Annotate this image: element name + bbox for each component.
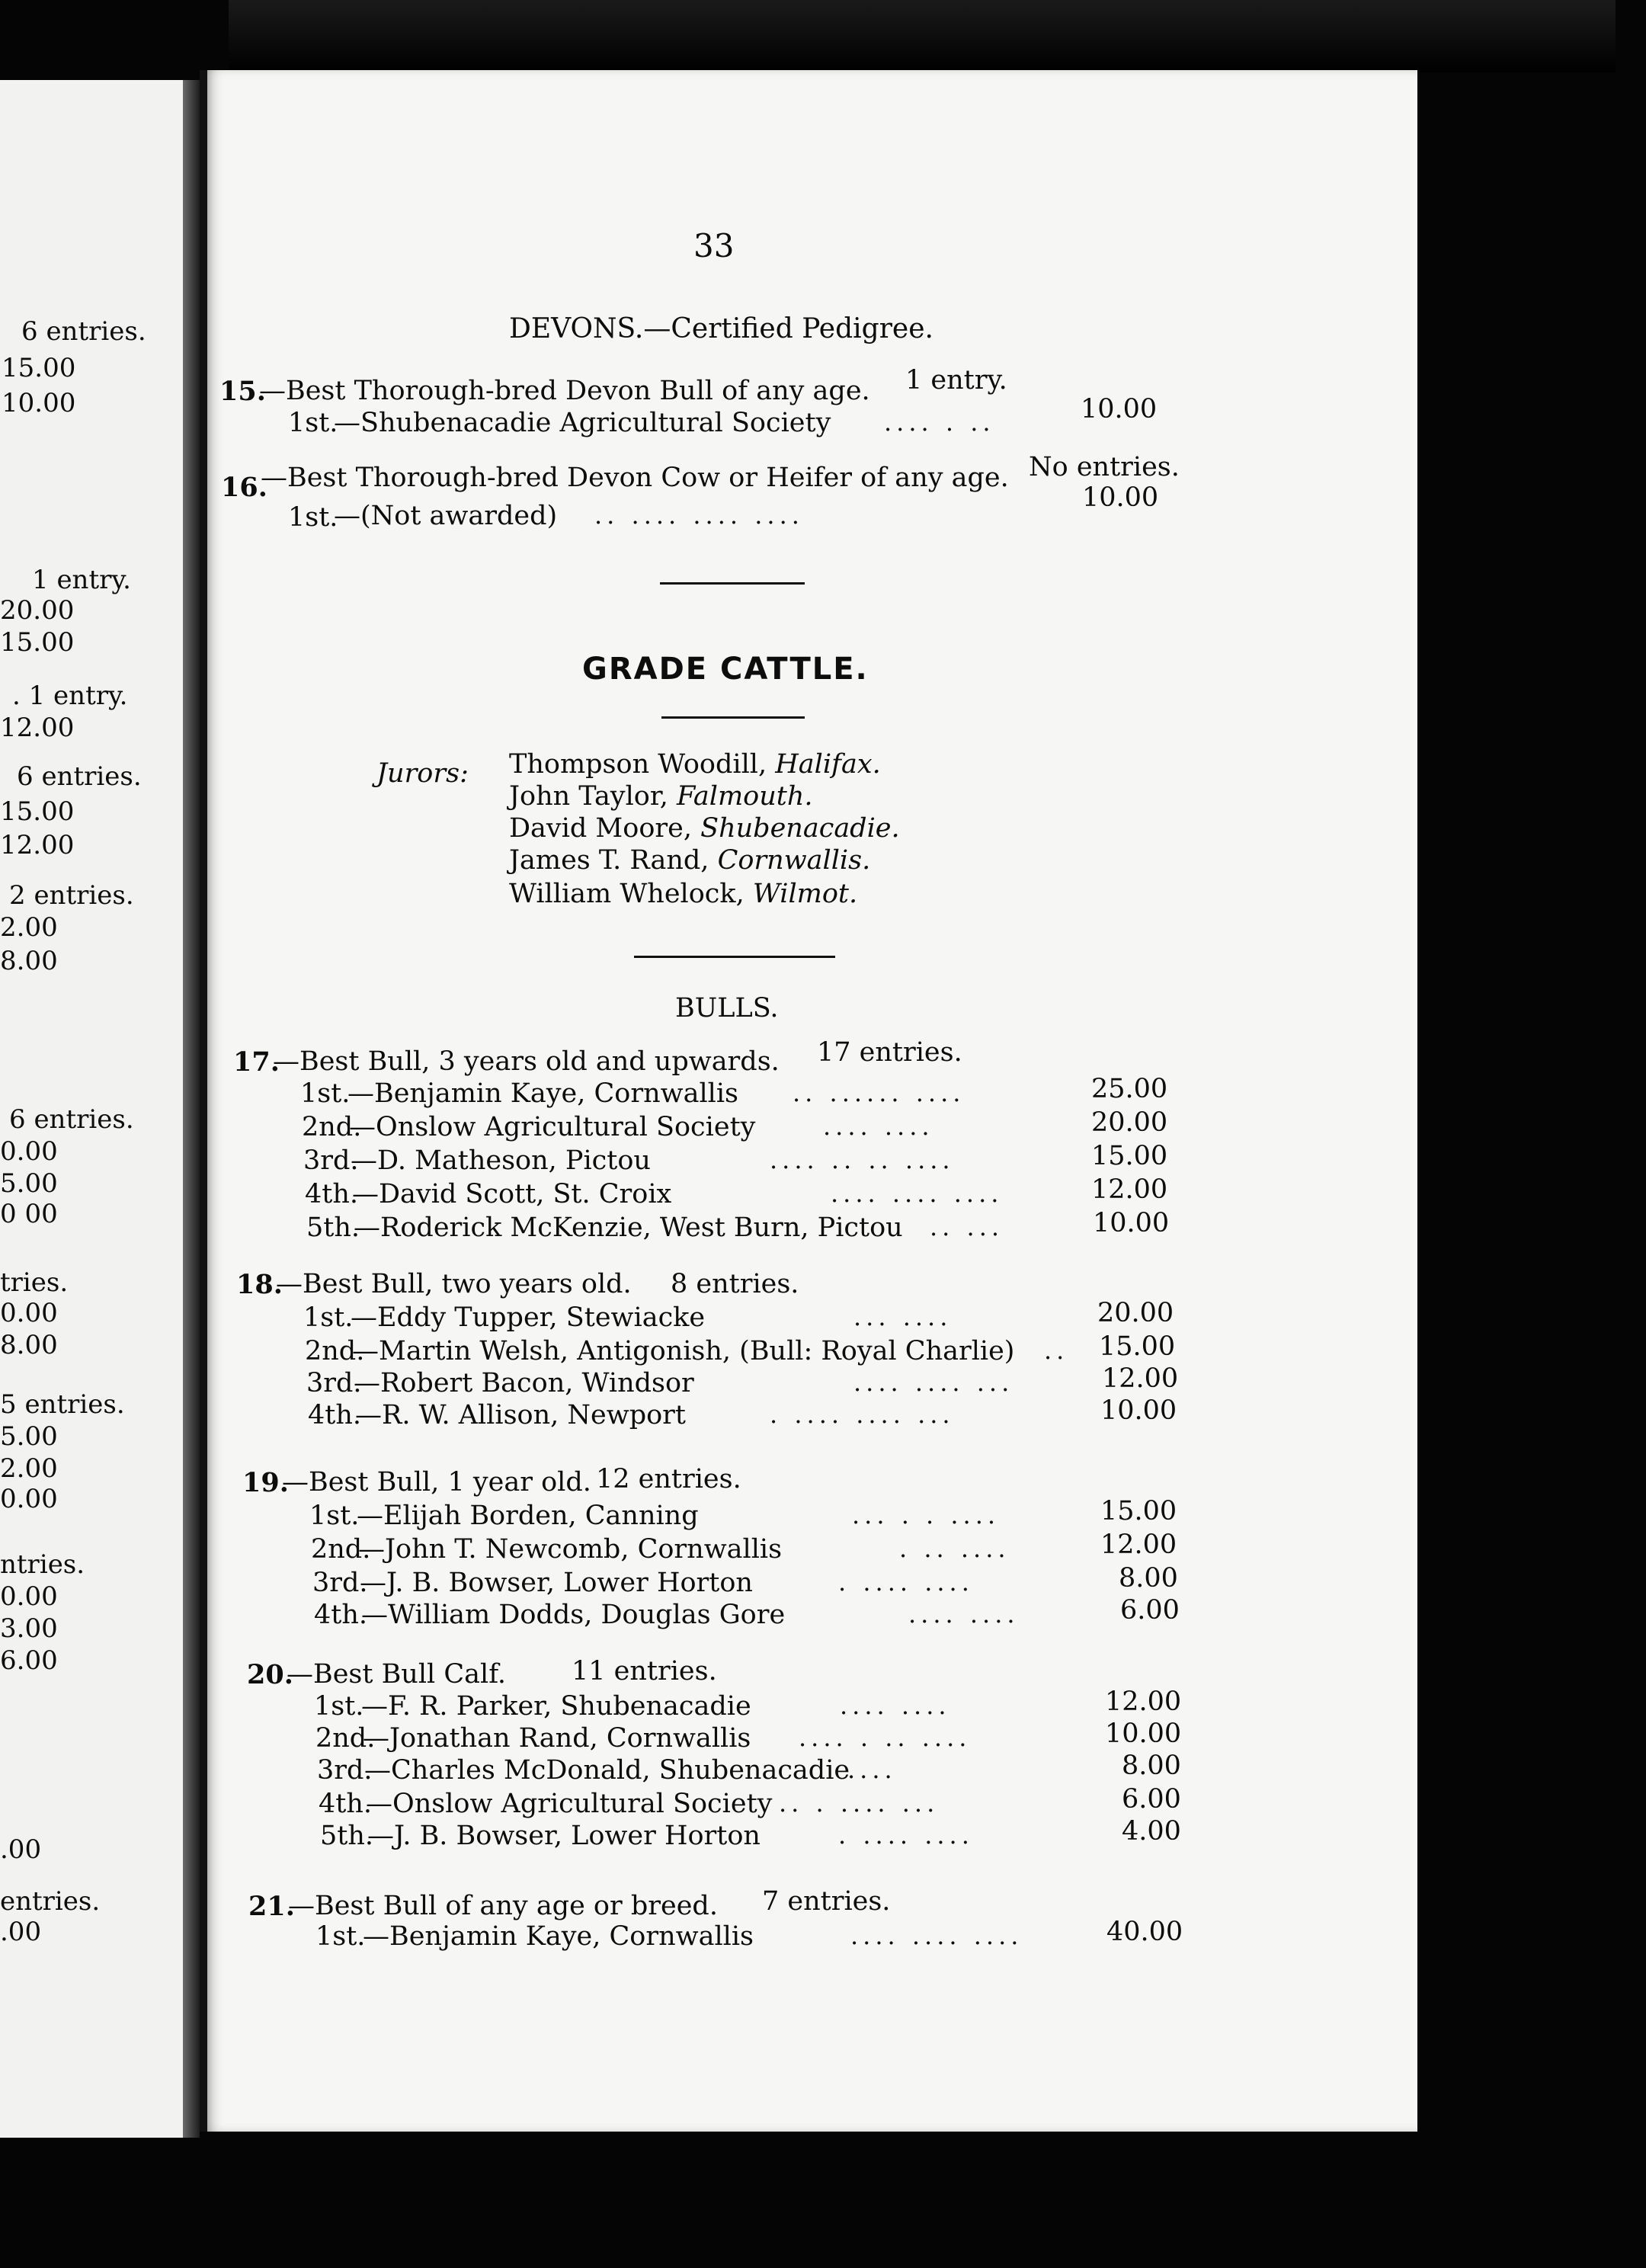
left-page-fragment: 2 entries.	[9, 880, 134, 911]
dot-leader: .... ....	[823, 1112, 934, 1141]
left-page-fragment: 12.00	[0, 713, 75, 743]
class-entries: No entries.	[1029, 452, 1180, 482]
award-name: —R. W. Allison, Newport	[355, 1400, 686, 1430]
dot-leader: .... . ..	[884, 408, 995, 437]
award-name: —William Dodds, Douglas Gore	[361, 1600, 786, 1630]
class-title: —Best Thorough-bred Devon Cow or Heifer of any age.	[261, 463, 1009, 493]
left-page-fragment: 5.00	[0, 1168, 58, 1199]
page-number: 33	[693, 227, 735, 264]
award-amount: 8.00	[1119, 1563, 1178, 1594]
award-amount: 8.00	[1122, 1751, 1181, 1781]
award-name: —Shubenacadie Agricultural Society	[334, 408, 831, 438]
left-page-fragment: 10.00	[2, 388, 76, 418]
left-page-fragment: 6.00	[0, 1645, 58, 1676]
award-name: —Charles McDonald, Shubenacadie	[364, 1755, 850, 1786]
left-page-fragment: 5 entries.	[0, 1389, 125, 1420]
book-binding	[229, 0, 1616, 72]
class-entries: 8 entries.	[671, 1269, 799, 1299]
class-title: —Best Thorough-bred Devon Bull of any age.	[259, 376, 870, 406]
dot-leader: .. .... .... ....	[594, 501, 804, 530]
dot-leader: .... .... ...	[853, 1368, 1014, 1397]
award-place: 3rd.	[303, 1145, 359, 1176]
juror-name: Thompson Woodill,	[509, 749, 767, 780]
dot-leader: ..	[1044, 1336, 1069, 1365]
left-page-fragment: 8.00	[0, 1330, 58, 1360]
juror-row	[509, 751, 881, 778]
left-page-fragment: 2.00	[0, 912, 58, 943]
dot-leader: .... ....	[840, 1691, 951, 1720]
dot-leader: .... ....	[908, 1600, 1020, 1629]
award-place: 1st.	[288, 408, 338, 438]
gutter-line	[200, 70, 207, 2132]
dot-leader: .... .. .. ....	[770, 1145, 955, 1174]
section-rule	[634, 956, 835, 958]
award-name: —Onslow Agricultural Society	[366, 1789, 773, 1819]
bulls-heading: BULLS.	[675, 993, 779, 1023]
award-amount: 40.00	[1106, 1917, 1183, 1947]
dot-leader: .. ...	[930, 1212, 1004, 1241]
class-entries: 1 entry.	[905, 365, 1007, 396]
award-amount: 10.00	[1105, 1719, 1182, 1749]
left-page-fragment: .00	[0, 1834, 42, 1865]
juror-place: Cornwallis.	[717, 845, 871, 876]
award-name: —Roderick McKenzie, West Burn, Pictou	[354, 1212, 903, 1243]
award-name: —D. Matheson, Pictou	[351, 1145, 651, 1176]
award-name: —Robert Bacon, Windsor	[354, 1368, 694, 1398]
award-amount: 20.00	[1097, 1298, 1174, 1328]
award-amount: 10.00	[1100, 1395, 1177, 1426]
dot-leader: . .. ....	[899, 1534, 1010, 1563]
award-place: 1st.	[309, 1501, 360, 1531]
juror-row	[509, 783, 813, 810]
award-amount: 20.00	[1091, 1107, 1168, 1138]
section-rule	[660, 582, 805, 585]
juror-row	[509, 847, 870, 874]
award-amount: 15.00	[1091, 1141, 1168, 1171]
class-number: 18.	[236, 1269, 283, 1300]
left-page-fragment: 0.00	[0, 1298, 58, 1328]
award-name: —Benjamin Kaye, Cornwallis	[347, 1078, 738, 1109]
dot-leader: . .... ....	[838, 1568, 974, 1597]
class-entries: 12 entries.	[596, 1464, 741, 1494]
left-page-fragment: 6 entries.	[9, 1104, 134, 1135]
award-place: 2nd.	[302, 1112, 362, 1142]
award-name: —F. R. Parker, Shubenacadie	[361, 1691, 751, 1722]
jurors-label: Jurors:	[376, 758, 469, 789]
class-number: 20.	[247, 1659, 293, 1690]
left-page-fragment: 15.00	[0, 796, 75, 827]
class-title: —Best Bull of any age or breed.	[288, 1891, 718, 1921]
left-page-fragment: 15.00	[2, 353, 76, 383]
award-place: 4th.	[319, 1789, 372, 1819]
award-amount: 6.00	[1120, 1595, 1180, 1626]
award-amount: 10.00	[1093, 1208, 1170, 1238]
award-name: —Jonathan Rand, Cornwallis	[363, 1723, 751, 1754]
left-page-fragment: . 1 entry.	[12, 681, 128, 711]
award-place: 1st.	[288, 502, 338, 533]
left-page-fragment: tries.	[0, 1267, 69, 1298]
class-number: 21.	[248, 1891, 295, 1922]
award-place: 1st.	[303, 1302, 354, 1333]
juror-row	[509, 881, 857, 908]
award-place: 2nd.	[311, 1534, 371, 1565]
award-name: —Elijah Borden, Canning	[357, 1501, 699, 1531]
left-page-fragment: 6 entries.	[17, 761, 142, 792]
dot-leader: .... .... ....	[831, 1179, 1004, 1208]
award-amount: 6.00	[1122, 1784, 1181, 1815]
award-place: 1st.	[314, 1691, 364, 1722]
award-amount: 12.00	[1102, 1363, 1179, 1394]
award-place: 4th.	[308, 1400, 361, 1430]
grade-cattle-heading: GRADE CATTLE.	[582, 652, 869, 687]
award-name: —(Not awarded)	[334, 501, 558, 531]
award-amount: 25.00	[1091, 1074, 1168, 1104]
award-amount: 15.00	[1100, 1496, 1177, 1526]
juror-name: William Whelock,	[509, 879, 745, 909]
left-page-fragment: 20.00	[0, 595, 75, 626]
award-name: —Benjamin Kaye, Cornwallis	[363, 1921, 754, 1952]
left-page-fragment: 15.00	[0, 627, 75, 658]
class-number: 16.	[221, 472, 267, 503]
juror-place: Wilmot.	[752, 879, 858, 909]
left-page-fragment: 0 00	[0, 1199, 58, 1229]
dot-leader: .... .... ....	[850, 1921, 1023, 1950]
award-name: —David Scott, St. Croix	[352, 1179, 672, 1209]
award-place: 4th.	[314, 1600, 367, 1630]
juror-place: Falmouth.	[677, 781, 813, 812]
class-number: 15.	[219, 376, 266, 407]
juror-place: Shubenacadie.	[700, 813, 900, 844]
dot-leader: ....	[847, 1755, 897, 1784]
left-page-fragment: 8.00	[0, 946, 58, 976]
award-amount: 10.00	[1081, 394, 1158, 424]
left-page-fragment: 0.00	[0, 1581, 58, 1612]
award-amount: 15.00	[1099, 1331, 1176, 1362]
class-title: —Best Bull, 3 years old and upwards.	[273, 1046, 780, 1077]
left-page-fragment: 0.00	[0, 1484, 58, 1514]
left-page-fragment: 6 entries.	[21, 316, 146, 347]
award-amount: 12.00	[1091, 1174, 1168, 1205]
award-place: 5th.	[306, 1212, 360, 1243]
award-amount: 12.00	[1100, 1530, 1177, 1560]
juror-name: David Moore,	[509, 813, 692, 844]
left-page-edge	[183, 80, 200, 2138]
left-page-fragment: entries.	[0, 1886, 101, 1917]
award-amount: 4.00	[1122, 1816, 1181, 1847]
left-page-fragment: 2.00	[0, 1453, 58, 1484]
class-entries: 11 entries.	[572, 1656, 717, 1687]
award-place: 5th.	[320, 1821, 373, 1851]
left-page-fragment: 0.00	[0, 1136, 58, 1167]
left-page-fragment: 12.00	[0, 830, 75, 860]
devons-heading: DEVONS.—Certified Pedigree.	[509, 313, 933, 344]
section-rule	[661, 716, 805, 719]
left-page-fragment: 1 entry.	[32, 565, 131, 595]
award-amount: 12.00	[1105, 1687, 1182, 1717]
juror-name: John Taylor,	[509, 781, 668, 812]
left-page-fragment: ntries.	[0, 1549, 85, 1580]
award-name: —Martin Welsh, Antigonish, (Bull: Royal Charlie)	[352, 1336, 1015, 1366]
juror-row	[509, 815, 900, 842]
class-title: —Best Bull, 1 year old.	[282, 1467, 591, 1498]
award-place: 3rd.	[312, 1568, 368, 1598]
award-name: —Onslow Agricultural Society	[349, 1112, 756, 1142]
award-name: —J. B. Bowser, Lower Horton	[367, 1821, 761, 1851]
award-place: 1st.	[300, 1078, 351, 1109]
class-title: —Best Bull, two years old.	[276, 1269, 632, 1299]
award-name: —J. B. Bowser, Lower Horton	[360, 1568, 753, 1598]
class-entries: 7 entries.	[762, 1886, 891, 1917]
dot-leader: .. . .... ...	[779, 1789, 940, 1818]
left-page-fragment: 3.00	[0, 1613, 58, 1644]
dot-leader: .... . .. ....	[799, 1723, 972, 1752]
juror-name: James T. Rand,	[509, 845, 709, 876]
award-name: —Eddy Tupper, Stewiacke	[351, 1302, 706, 1333]
award-place: 4th.	[305, 1179, 358, 1209]
award-place: 1st.	[315, 1921, 366, 1952]
class-entries: 17 entries.	[817, 1037, 962, 1068]
award-amount: 10.00	[1082, 482, 1159, 513]
award-place: 3rd.	[317, 1755, 373, 1786]
dot-leader: . .... .... ...	[770, 1400, 955, 1429]
award-place: 2nd.	[305, 1336, 365, 1366]
class-title: —Best Bull Calf.	[287, 1659, 507, 1690]
left-page-fragment: .00	[0, 1917, 42, 1947]
dot-leader: ... . . ....	[852, 1501, 1001, 1530]
dot-leader: .. ...... ....	[793, 1078, 966, 1107]
juror-place: Halifax.	[775, 749, 881, 780]
class-number: 19.	[242, 1467, 289, 1498]
award-place: 3rd.	[306, 1368, 362, 1398]
left-facing-page	[0, 80, 197, 2138]
award-place: 2nd.	[315, 1723, 376, 1754]
class-number: 17.	[233, 1046, 280, 1078]
award-name: —John T. Newcomb, Cornwallis	[358, 1534, 783, 1565]
left-page-fragment: 5.00	[0, 1421, 58, 1452]
dot-leader: ... ....	[853, 1302, 953, 1331]
dot-leader: . .... ....	[838, 1821, 974, 1850]
